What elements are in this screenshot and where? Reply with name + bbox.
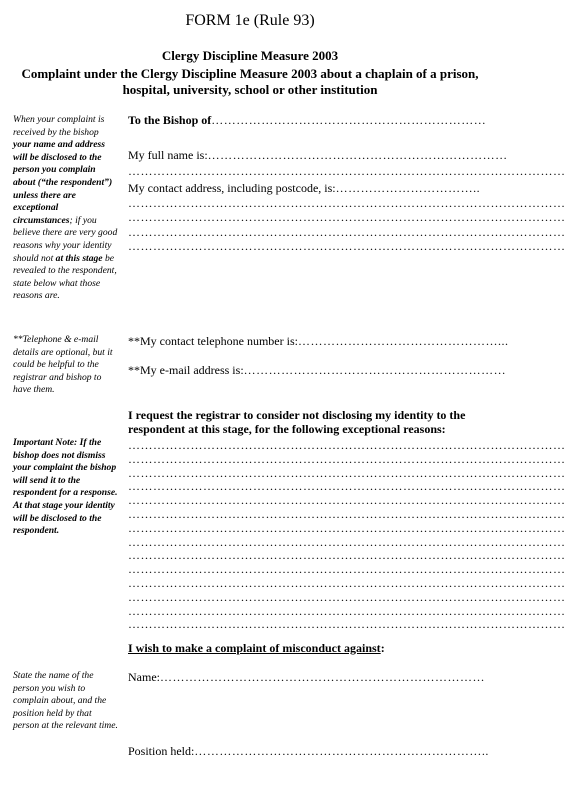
form-title: Complaint under the Clergy Discipline Measure 2003 about a chaplain of a prison, hospital, university, school or other institution (21, 66, 479, 97)
reason-line[interactable]: …………………………………………………………………………………………… (128, 507, 566, 521)
important-note: Important Note: If the bishop does not dismiss your complaint the bishop will send it to the respondent for a response. At that stage your identity will be disclosed to the respondent. (13, 437, 118, 537)
address-label: My contact address, including postcode, is: (128, 181, 336, 195)
identity-note-segment: ; if you believe there are very good reasons why your identity should not (13, 214, 118, 264)
full-name-dots: ……………………………………………………………… (207, 148, 508, 162)
identity-note-segment: When your complaint is received by the bishop (13, 114, 105, 138)
reason-line[interactable]: …………………………………………………………………………………………… (128, 451, 566, 466)
telephone-label: **My contact telephone number is: (128, 334, 298, 348)
reason-line[interactable]: …………………………………………………………………………………………… (128, 617, 566, 632)
email-label: **My e-mail address is: (128, 363, 244, 377)
complaint-heading-colon: : (380, 641, 385, 655)
email-field[interactable] (128, 363, 507, 377)
form-number: FORM 1e (Rule 93) (185, 12, 315, 29)
identity-note-segment: at this stage (55, 252, 103, 264)
telephone-field[interactable] (128, 334, 509, 348)
reason-line[interactable]: …………………………………………………………………………………………… (128, 603, 566, 618)
full-name-line[interactable]: …………………………………………………………………………………………… (128, 164, 566, 178)
bishop-field[interactable] (128, 113, 488, 127)
identity-disclosure-note (13, 114, 118, 303)
contact-optional-note: **Telephone & e-mail details are optional, but it could be helpful to the registrar and bishop to have them. (13, 334, 113, 396)
address-dots: …………………………….. (335, 181, 481, 195)
identity-note-segment: your name and address will be disclosed to the person you complain about (“the respondent”) unless there are exceptional circumstances (13, 139, 113, 226)
reason-line[interactable]: …………………………………………………………………………………………… (128, 548, 566, 563)
telephone-dots: …………………………………………... (297, 334, 509, 348)
reason-line[interactable]: …………………………………………………………………………………………… (128, 534, 566, 549)
measure-title: Clergy Discipline Measure 2003 (161, 48, 339, 63)
reasons-heading: I request the registrar to consider not disclosing my identity to the respondent at this stage, for the following exceptional reasons: (128, 408, 466, 436)
bishop-dots: ………………………………………………………… (211, 113, 487, 127)
position-held-label: Position held: (128, 744, 195, 758)
reason-line[interactable]: …………………………………………………………………………………………… (128, 576, 566, 590)
reason-line[interactable]: …………………………………………………………………………………………… (128, 520, 566, 535)
reason-line[interactable]: …………………………………………………………………………………………… (128, 589, 566, 604)
address-line[interactable]: …………………………………………………………………………………………… (128, 239, 566, 253)
reason-line[interactable]: …………………………………………………………………………………………… (128, 479, 566, 494)
address-field[interactable] (128, 181, 488, 195)
respondent-instruction-note: State the name of the person you wish to complain about, and the position held by that person at the relevant time. (13, 670, 118, 732)
identity-note-segment: be revealed to the respondent, state below what those reasons are. (13, 252, 117, 302)
address-line[interactable]: …………………………………………………………………………………………… (128, 225, 566, 239)
reason-line[interactable]: …………………………………………………………………………………………… (128, 465, 566, 480)
reason-line[interactable]: …………………………………………………………………………………………… (128, 562, 566, 577)
complaint-heading-text: I wish to make a complaint of misconduct against (128, 641, 381, 655)
full-name-field[interactable] (128, 148, 508, 162)
reason-line[interactable]: …………………………………………………………………………………………… (128, 438, 566, 452)
respondent-name-label: Name: (128, 670, 160, 684)
position-held-dots: …………………………………………………………….. (194, 744, 489, 758)
full-name-label: My full name is: (128, 148, 208, 162)
email-dots: ……………………………………………………… (243, 363, 507, 377)
bishop-label: To the Bishop of (128, 113, 212, 127)
reason-line[interactable]: …………………………………………………………………………………………… (128, 493, 566, 508)
position-held-field[interactable] (128, 744, 488, 758)
respondent-name-field[interactable] (128, 670, 488, 684)
address-line[interactable]: …………………………………………………………………………………………… (128, 196, 566, 210)
address-line[interactable]: …………………………………………………………………………………………… (128, 210, 566, 224)
complaint-heading (128, 641, 488, 655)
respondent-name-dots: …………………………………………………………………… (160, 670, 485, 684)
